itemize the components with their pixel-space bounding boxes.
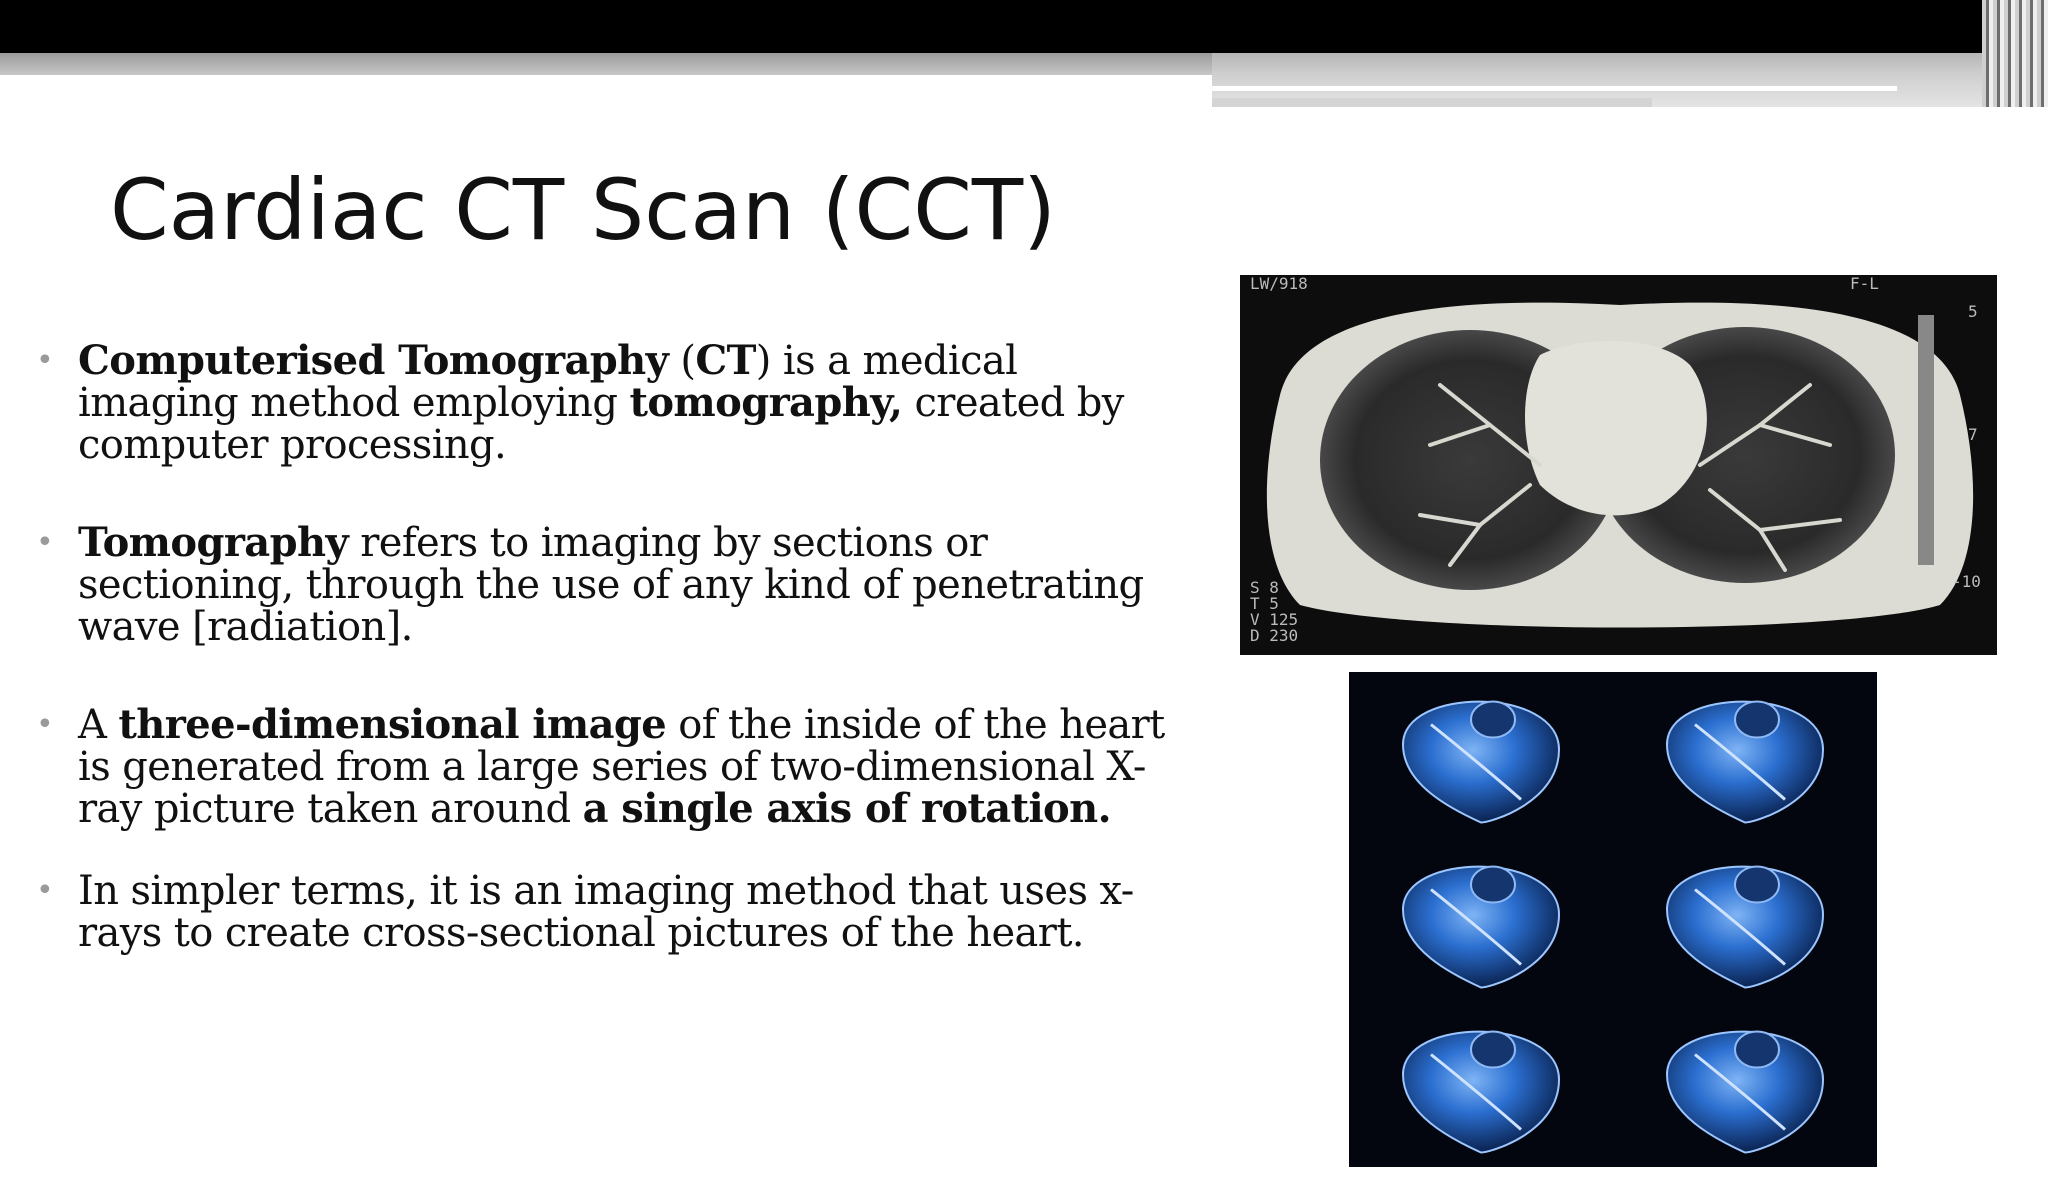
bold-text-run: Computerised Tomography (78, 337, 669, 384)
ct-side-label: T 5 (1250, 594, 1279, 613)
bullet-text (78, 520, 1144, 650)
slide-title: Cardiac CT Scan (CCT) (110, 161, 1056, 259)
banner-grey-stripe (0, 53, 1212, 75)
bullet-dot-icon: • (36, 873, 54, 908)
ct-chest-scan-image (1240, 275, 1997, 655)
ct-scale-label: -10 (1952, 572, 1981, 591)
ct-corner-label-left: LW/918 (1250, 275, 1308, 293)
bullet-item (36, 701, 1196, 832)
bullet-text (78, 868, 1134, 956)
top-banner-bar (0, 0, 2048, 53)
bold-text-run: Tomography (78, 519, 349, 566)
text-run: wave [radiation]. (78, 604, 413, 650)
bullet-dot-icon: • (36, 343, 54, 378)
heart-3d-render-image (1349, 672, 1877, 1167)
ct-corner-label-right: F-L (1850, 275, 1879, 293)
bullet-item (36, 519, 1196, 650)
text-run: In simpler terms, it is an imaging method that uses x- (78, 868, 1134, 914)
ct-scale-label: 5 (1968, 302, 1978, 321)
bullet-text (78, 338, 1124, 468)
text-run: refers to imaging by sections or (348, 520, 988, 566)
text-run: rays to create cross-sectional pictures of the heart. (78, 910, 1084, 956)
bold-text-run: three-dimensional image (118, 701, 667, 748)
bullet-list (36, 337, 1196, 956)
text-run: sectioning, through the use of any kind of penetrating (78, 562, 1144, 608)
bullet-dot-icon: • (36, 525, 54, 560)
banner-grey-line (1212, 98, 1652, 107)
ct-side-label: S 8 (1250, 578, 1279, 597)
bold-text-run: a single axis of rotation. (582, 785, 1111, 832)
banner-corner-stripes (1982, 0, 2048, 107)
text-run: ( (668, 338, 696, 384)
text-run: ray picture taken around (78, 786, 583, 832)
ct-scale-label: 7 (1968, 425, 1978, 444)
text-run: created by (902, 380, 1124, 426)
bullet-item (36, 337, 1196, 468)
text-run: of the inside of the heart (666, 702, 1165, 748)
text-run: computer processing. (78, 422, 507, 468)
bullet-text (78, 702, 1165, 832)
text-run: imaging method employing (78, 380, 630, 426)
ct-side-label: D 230 (1250, 626, 1299, 645)
ct-side-label: V 125 (1250, 610, 1299, 629)
banner-white-line (1212, 86, 1897, 91)
bold-text-run: CT (695, 337, 756, 384)
bold-text-run: tomography, (629, 379, 903, 426)
text-run: A (78, 702, 119, 748)
bullet-item (36, 870, 1196, 954)
bullet-dot-icon: • (36, 707, 54, 742)
text-run: ) is a medical (755, 338, 1018, 384)
text-run: is generated from a large series of two-dimensional X- (78, 744, 1146, 790)
